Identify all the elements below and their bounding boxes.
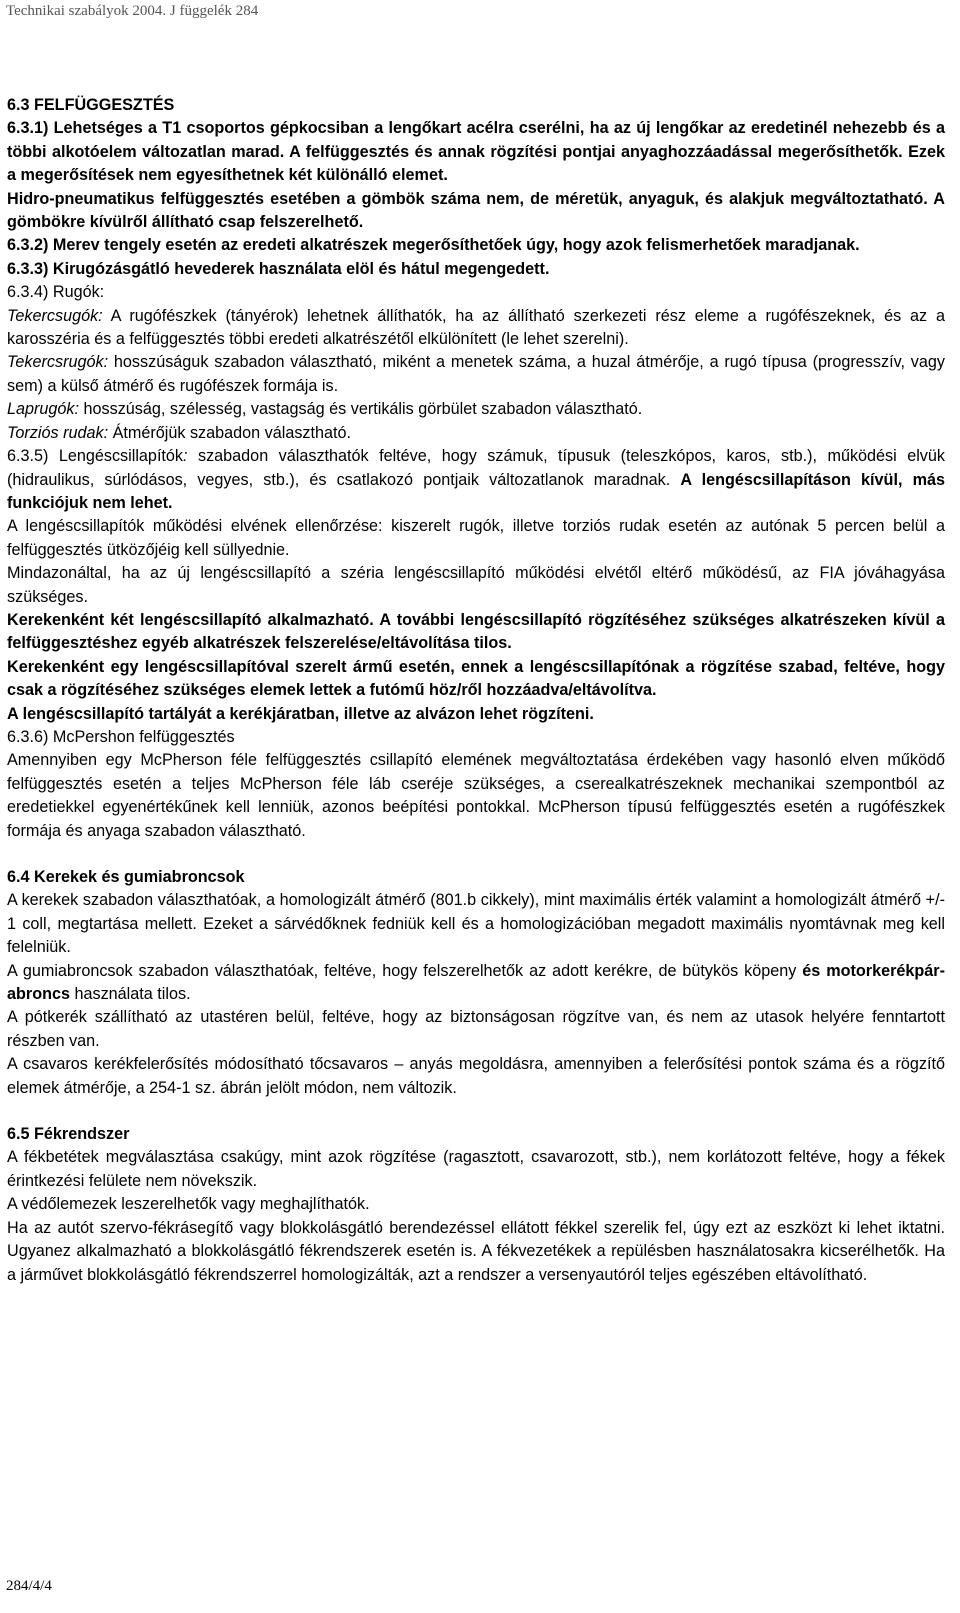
term-label: Tekercsugók:	[7, 306, 103, 325]
paragraph-6-3-2: 6.3.2) Merev tengely esetén az eredeti alkatrészek megerősíthetőek úgy, hogy azok felismerhetőek maradjanak.	[7, 236, 860, 255]
paragraph-servo-abs: Ha az autót szervo-fékrásegítő vagy blokkolásgátló berendezéssel ellátott fékkel szerelik fel, úgy ezt az eszközt ki lehet iktatni. Ugyanez alkalmazható a blokkolásgátló fékrendszerek esetén is. A fékvezetékek a repülésben használatosakra kicserélhetők. Ha a járművet blokkolásgátló fékrendszerrel homologizálták, azt a rendszer a versenyautóról teljes egészében eltávolítható.	[7, 1218, 945, 1284]
paragraph-torsion-bars	[7, 422, 945, 445]
paragraph-shields: A védőlemezek leszerelhetők vagy meghajlíthatók.	[7, 1195, 370, 1214]
section-title: Kerekek és gumiabroncsok	[29, 868, 245, 886]
paragraph-6-3-3: 6.3.3) Kirugózásgátló hevederek használata elöl és hátul megengedett.	[7, 259, 550, 278]
paragraph-text: használata tilos.	[69, 985, 191, 1004]
term-label: Tekercsrugók:	[7, 353, 109, 372]
paragraph-bold-text: A lengéscsillapításon kívül, más funkciójuk nem lehet.	[7, 470, 945, 512]
term-text: A rugófészkek (tányérok) lehetnek állíthatók, ha az állítható szerkezeti rész eleme a rugófészeknek, és az a karosszéria és a felfüggesztés többi eredeti alkatrészétől elkülönített (le lehet szerelni).	[7, 306, 945, 349]
paragraph-text: szabadon választhatók feltéve, hogy számuk, típusuk (teleszkópos, karos, stb.), működési elvük (hidraulikus, súrlódásos, vegyes, stb.), és csatlakozó pontjaik változatlanok maradnak.	[7, 447, 945, 489]
paragraph-brake-pads: A fékbetétek megválasztása csakúgy, mint azok rögzítése (ragasztott, csavarozott, stb.), nem korlátozott feltéve, hogy a fékek érintkezési felülete nem növekszik.	[7, 1148, 945, 1190]
term-text: hosszúság, szélesség, vastagság és vertikális görbület szabadon választható.	[79, 400, 643, 419]
paragraph-two-dampers: Kerekenként két lengéscsillapító alkalmazható. A további lengéscsillapító rögzítéséhez szükséges alkatrészeken kívül a felfüggesztéshez egyéb alkatrészek felszerelése/eltávolítása tilos.	[7, 610, 945, 653]
paragraph-coil-springs	[7, 351, 945, 398]
paragraph-6-3-1: 6.3.1) Lehetséges a T1 csoportos gépkocsiban a lengőkart acélra cserélni, ha az új lengőkar az eredetinél nehezebb és a többi alkotóelem változatlan marad. A felfüggesztés és annak rögzítési pontjai anyaghozzáadással megerősíthetők. Ezek a megerősítések nem egyesíthetnek két különálló elemet.	[7, 119, 945, 185]
paragraph-wheels: A kerekek szabadon választhatóak, a homologizált átmérő (801.b cikkely), mint maximális érték valamint a homologizált átmérő +/- 1 coll, megtartása mellett. Ezeket a sárvédőknek fedniük kell és a homologizációban megadott maximális nyomtávnak meg kell felelniük.	[7, 891, 945, 957]
section-number: 6.4	[7, 868, 30, 886]
paragraph-damper-check: A lengéscsillapítók működési elvének ellenőrzése: kiszerelt rugók, illetve torziós rudak esetén az autónak 5 percen belül a felfüggesztés ütközőjéig kell süllyednie.	[7, 517, 945, 559]
term-text: hosszúságuk szabadon választható, miként a menetek száma, a huzal átmérője, a rugó típusa (progresszív, vagy sem) a külső átmérő és rugófészek formája is.	[7, 353, 945, 395]
paragraph-bold-text: és motorkerékpár-abroncs	[7, 961, 945, 1004]
document-body	[7, 94, 945, 1287]
paragraph-one-damper: Kerekenként egy lengéscsillapítóval szerelt ármű esetén, ennek a lengéscsillapítónak a rögzítése szabad, feltéve, hogy csak a rögzítéséhez szükséges elemek lettek a futómű höz/ről hozzáadva/eltávolítva.	[7, 657, 945, 700]
paragraph-mcpherson: Amennyiben egy McPherson féle felfüggesztés csillapító elemének megváltoztatása érdekében vagy hasonló elven működő felfüggesztés esetén a teljes McPherson féle láb cseréje szükséges, a cserealkatrészeknek mechanikai szempontból az eredetiekkel egyenértékűnek kell lenniük, azonos beépítési pontokkal. McPherson típusú felfüggesztés esetén a rugófészkek formája és anyaga szabadon választható.	[7, 751, 945, 840]
paragraph-spare-wheel: A pótkerék szállítható az utastéren belül, feltéve, hogy az biztonságosan rögzítve van, és nem az utasok helyére fenntartott részben van.	[7, 1008, 945, 1050]
paragraph-damper-reservoir: A lengéscsillapító tartályát a kerékjáratban, illetve az alvázon lehet rögzíteni.	[7, 704, 594, 723]
paragraph-fia-approval: Mindazonáltal, ha az új lengéscsillapító a széria lengéscsillapító működési elvétől eltérő működésű, az FIA jóváhagyása szükséges.	[7, 564, 945, 606]
paragraph-hydro-pneumatic: Hidro-pneumatikus felfüggesztés esetében a gömbök száma nem, de méretük, anyaguk, és alakjuk megváltoztatható. A gömbökre kívülről állítható csap felszerelhető.	[7, 189, 945, 232]
term-text: Átmérőjük szabadon választható.	[108, 423, 352, 442]
section-heading-6-4	[7, 866, 945, 889]
paragraph-text: A gumiabroncsok szabadon választhatóak, feltéve, hogy felszerelhetők az adott kerékre, de bütykös köpeny	[7, 961, 803, 980]
paragraph-spring-seats	[7, 305, 945, 352]
section-heading-6-3: 6.3 FELFÜGGESZTÉS	[7, 96, 175, 114]
section-spacer	[7, 843, 945, 866]
paragraph-number: 6.3.5) Lengéscsillapítók	[7, 447, 184, 466]
paragraph-6-3-5	[7, 445, 945, 515]
paragraph-6-3-4: 6.3.4) Rugók:	[7, 283, 105, 302]
paragraph-tyres	[7, 960, 945, 1007]
colon: :	[183, 447, 188, 466]
term-label: Torziós rudak:	[7, 423, 109, 442]
section-spacer	[7, 1100, 945, 1123]
running-header: Technikai szabályok 2004. J függelék 284	[6, 3, 259, 19]
paragraph-leaf-springs	[7, 398, 945, 421]
paragraph-6-3-6: 6.3.6) McPershon felfüggesztés	[7, 727, 235, 746]
page-number: 284/4/4	[6, 1578, 52, 1594]
section-heading-6-5: 6.5 Fékrendszer	[7, 1125, 130, 1144]
term-label: Laprugók:	[7, 400, 79, 419]
paragraph-wheel-fixing: A csavaros kerékfelerősítés módosítható tőcsavaros – anyás megoldásra, amennyiben a felerősítési pontok száma és a rögzítő elemek átmérője, a 254-1 sz. ábrán jelölt módon, nem változik.	[7, 1055, 945, 1097]
